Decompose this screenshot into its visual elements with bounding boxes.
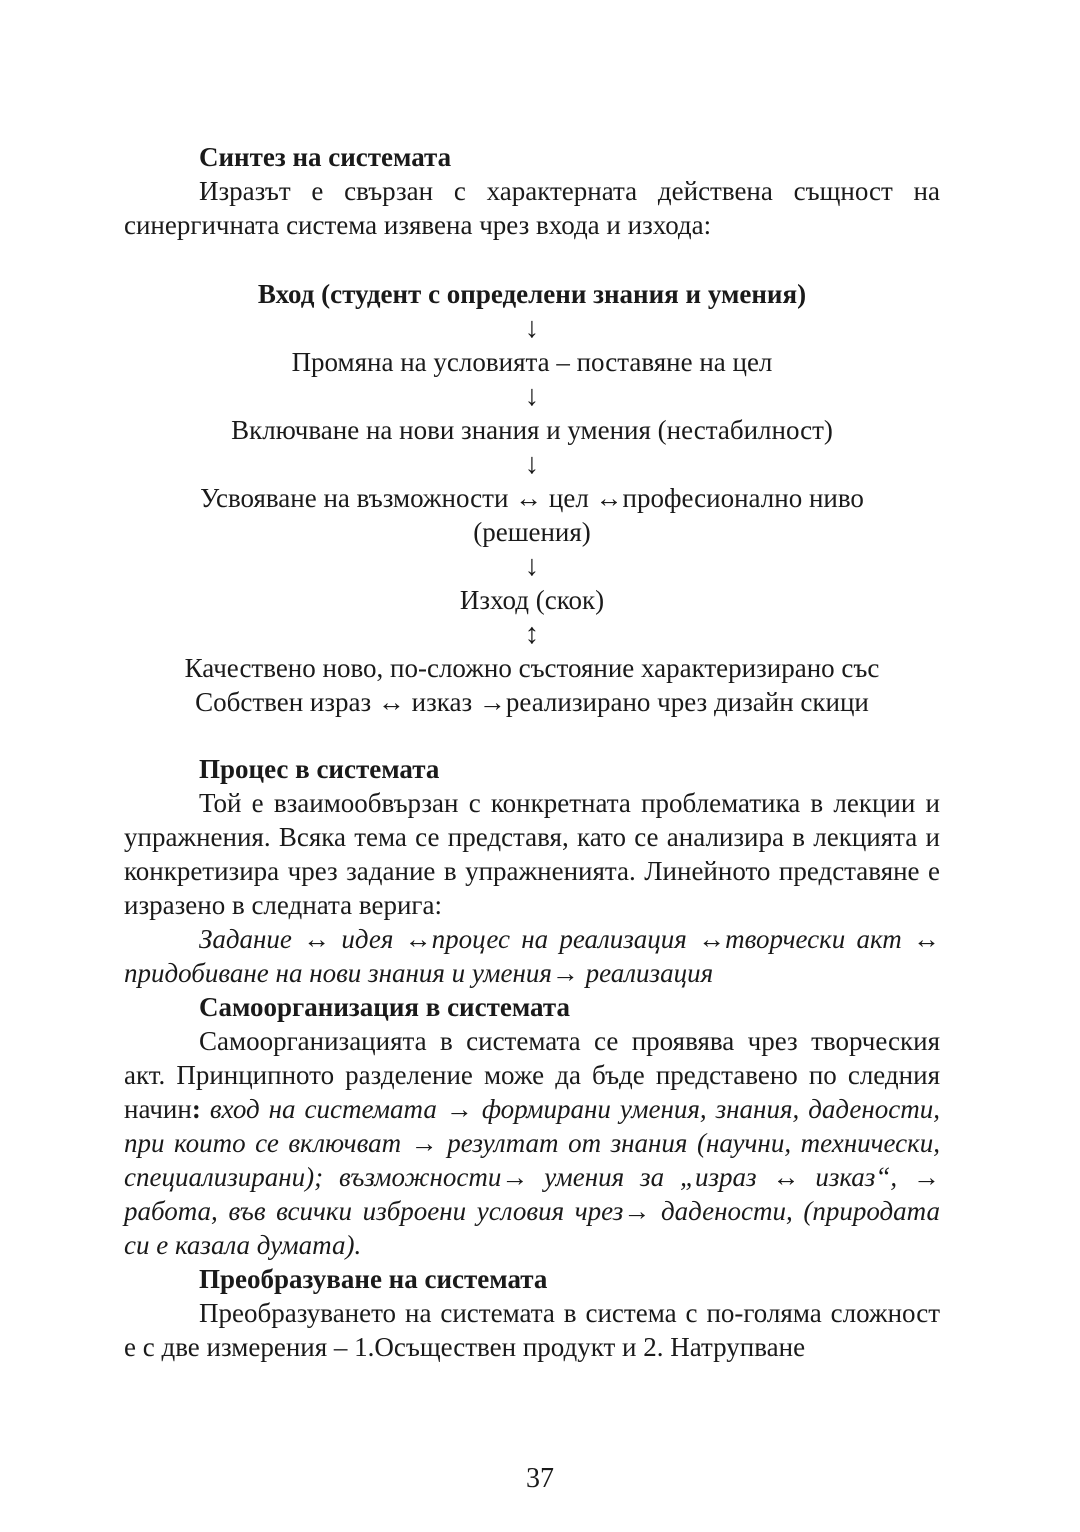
arrow-down-icon: ↓	[524, 448, 540, 480]
flow-output: Изход (скок)	[459, 585, 605, 615]
heading-transformation: Преобразуване на системата	[199, 1264, 548, 1294]
paragraph-self-organization-italic: вход на системата → формирани умения, знания, дадености, при които се включват → резултат от знания (научни, технически, специализирани); възможности→ умения за „израз ↔ изказ“, → работа, във всички изброени условия чрез→ дадености, (природата си е казала думата).	[124, 1094, 940, 1260]
flow-step-3-line-2: (решения)	[473, 517, 591, 547]
chain-process: Задание ↔ идея ↔процес на реализация ↔творчески акт ↔ придобиване на нови знания и умения→ реализация	[124, 924, 940, 988]
heading-process: Процес в системата	[199, 754, 440, 784]
arrow-down-icon: ↓	[524, 312, 540, 344]
section-process	[124, 752, 940, 1364]
flow-input: Вход (студент с определени знания и умения)	[257, 279, 807, 309]
arrow-down-icon: ↓	[524, 380, 540, 412]
flow-step-3-line-1: Усвояване на възможности ↔ цел ↔професионално ниво	[200, 483, 864, 513]
paragraph-synthesis: Изразът е свързан с характерната действена същност на синергичната система изявена чрез входа и изхода:	[124, 176, 940, 240]
flow-result-line-1: Качествено ново, по-сложно състояние характеризирано със	[184, 653, 880, 683]
arrow-updown-icon: ↕	[524, 618, 540, 650]
paragraph-self-organization-colon: :	[191, 1094, 201, 1124]
section-synthesis	[124, 140, 940, 242]
arrow-down-icon: ↓	[524, 550, 540, 582]
page-number: 37	[526, 1463, 554, 1494]
heading-self-organization: Самоорганизация в системата	[199, 992, 570, 1022]
flow-step-1: Промяна на условията – поставяне на цел	[291, 347, 773, 377]
heading-synthesis: Синтез на системата	[199, 142, 452, 172]
paragraph-transformation: Преобразуването на системата в система с по-голяма сложност е с две измерения – 1.Осъществен продукт и 2. Натрупване	[124, 1298, 940, 1362]
paragraph-self-organization	[124, 1024, 940, 1262]
paragraph-self-organization-start: Самоорганизацията в системата се проявява чрез творческия акт. Принципното разделение може да бъде представено по следния начин	[124, 1026, 940, 1124]
flow-result-line-2: Собствен израз ↔ изказ →реализирано чрез дизайн скици	[195, 687, 869, 717]
flow-step-2: Включване на нови знания и умения (нестабилност)	[231, 415, 833, 445]
paragraph-process: Той е взаимообвързан с конкретната проблематика в лекции и упражнения. Всяка тема се представя, като се анализира в лекцията и конкретизира чрез задание в упражненията. Линейното представяне е изразено в следната верига:	[124, 788, 940, 920]
flow-diagram	[124, 277, 940, 719]
